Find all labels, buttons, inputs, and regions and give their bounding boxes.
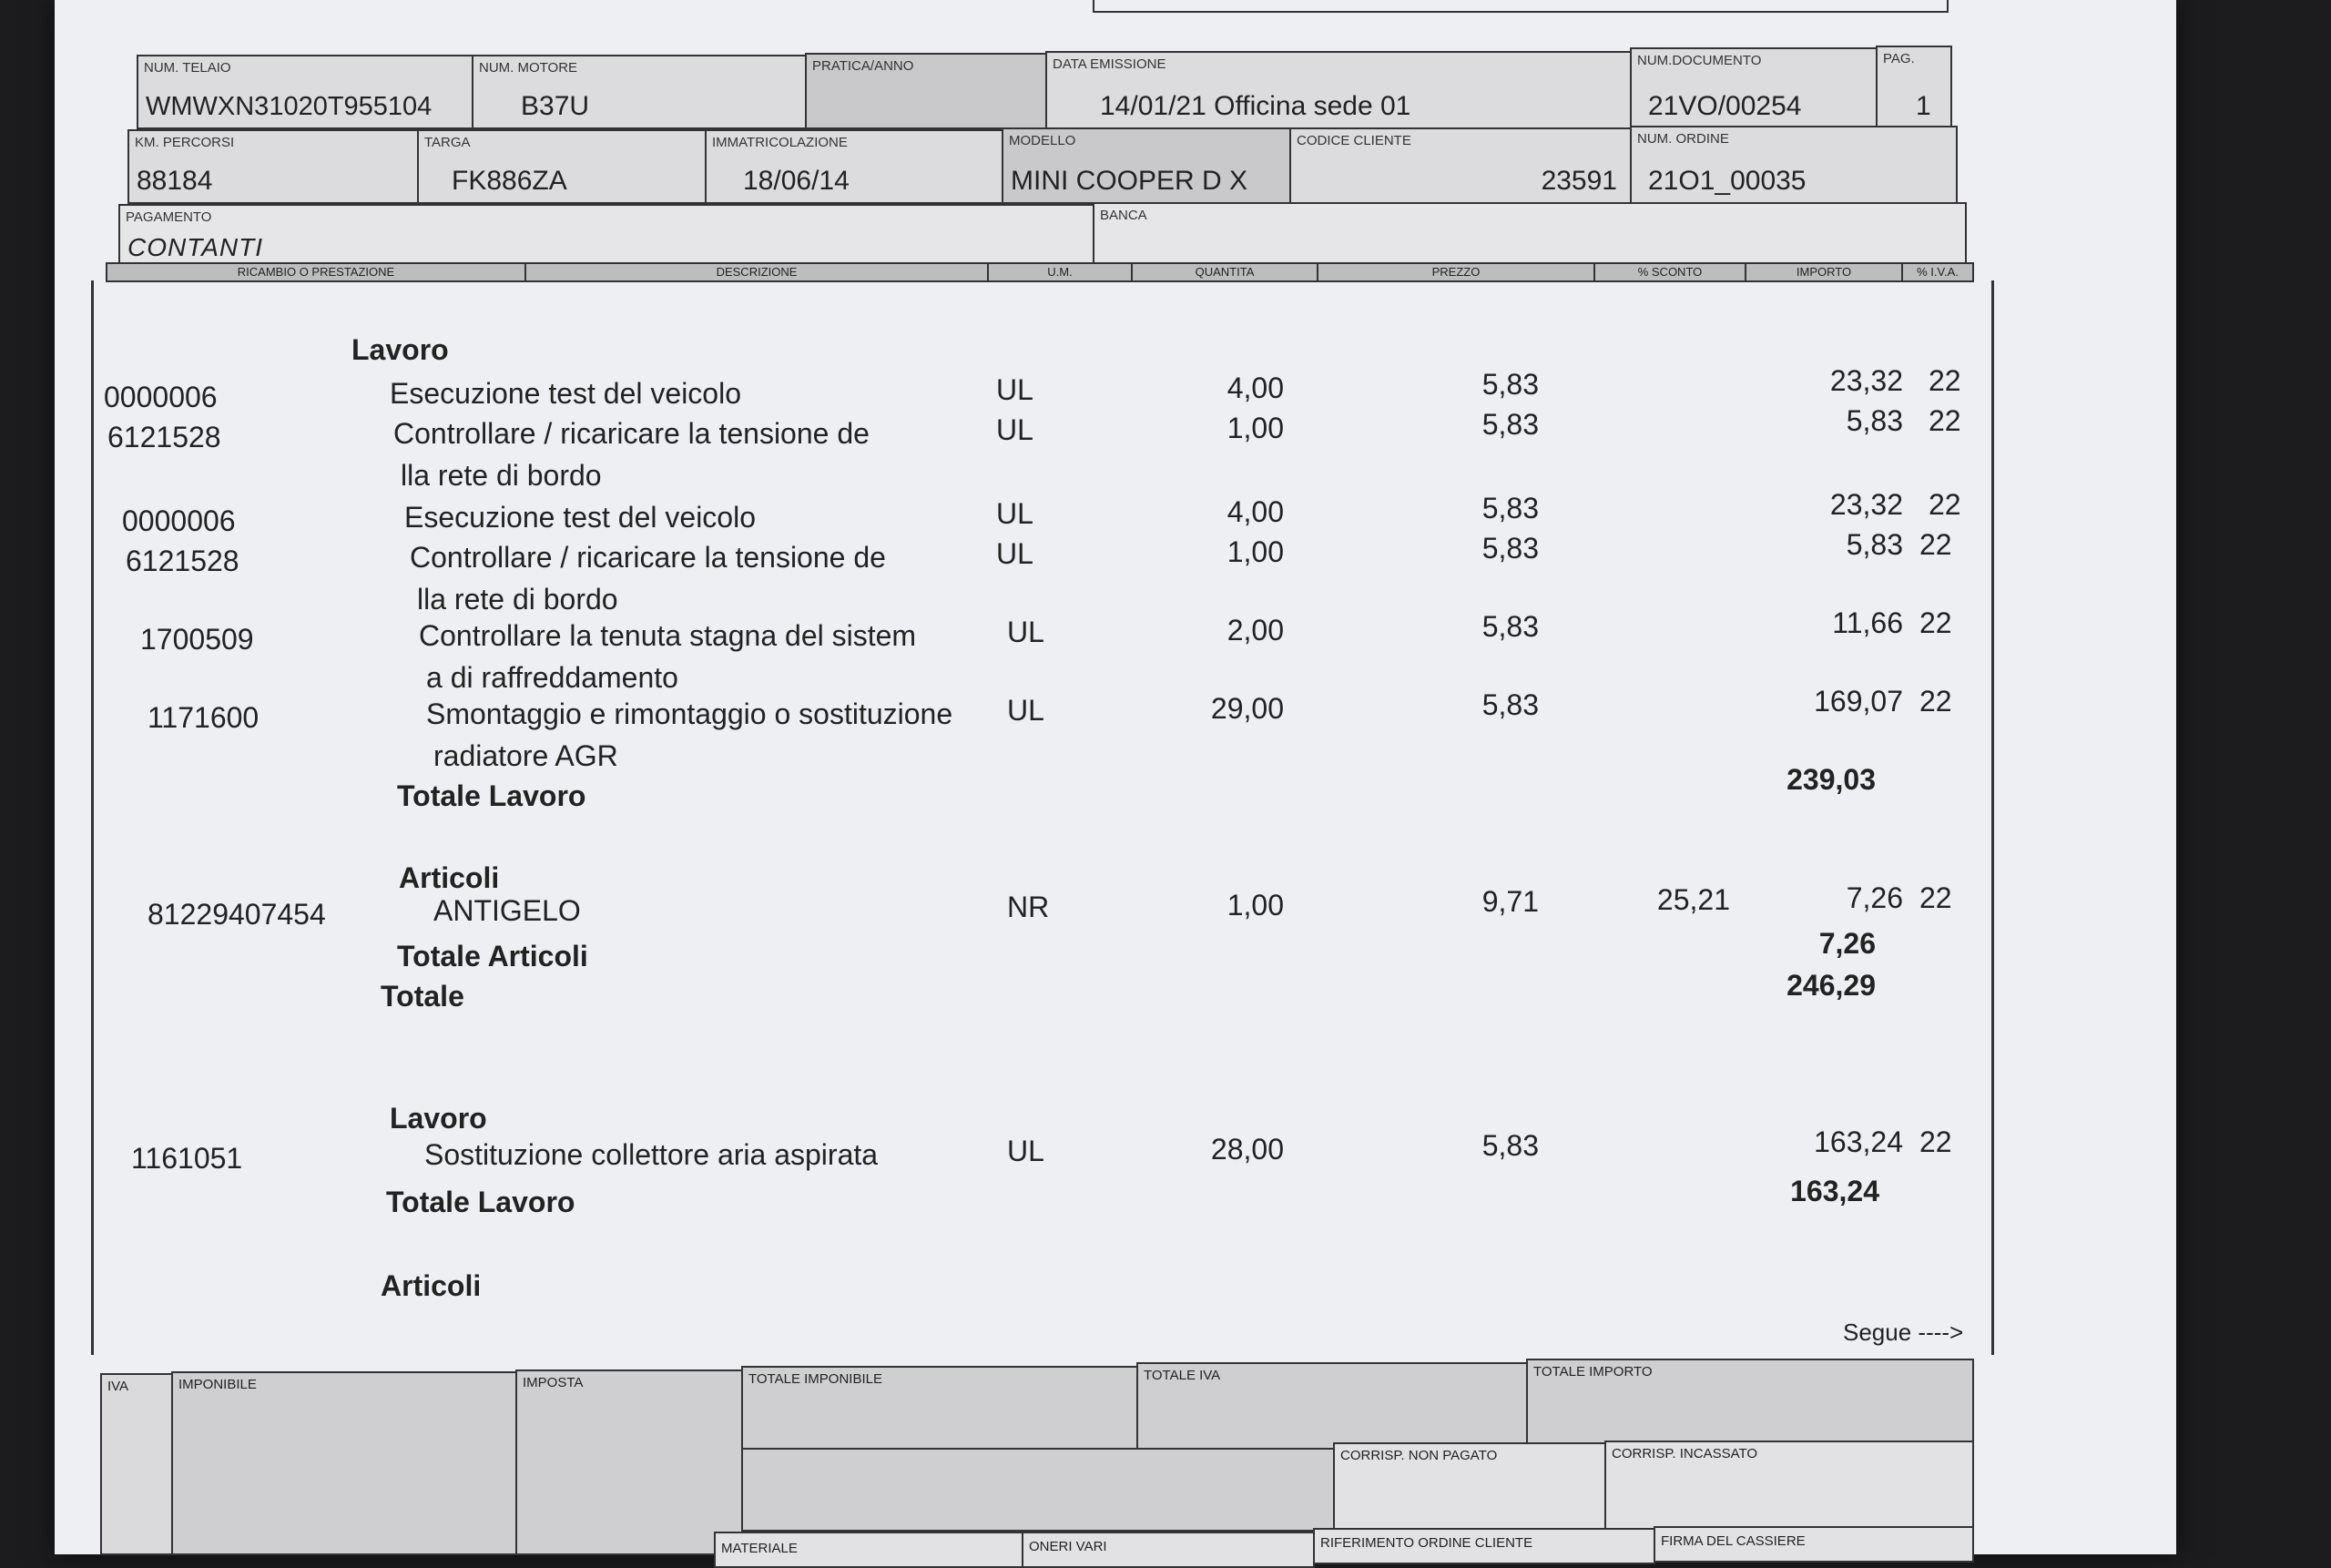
foot-oneri-vari-label: ONERI VARI <box>1029 1539 1107 1554</box>
section-lavoro-2: Lavoro <box>390 1102 487 1135</box>
value-pag: 1 <box>1916 91 1931 121</box>
foot-riferimento-ordine-label: RIFERIMENTO ORDINE CLIENTE <box>1320 1535 1533 1551</box>
label-banca: BANCA <box>1100 208 1147 223</box>
totale-lavoro-1-value: 239,03 <box>1786 763 1876 796</box>
cell-num-motore <box>472 55 807 129</box>
cell-num-ordine <box>1630 126 1958 204</box>
label-data-emissione: DATA EMISSIONE <box>1053 56 1166 72</box>
row-vat: 22 <box>1919 1125 1952 1158</box>
cell-num-telaio <box>137 55 473 129</box>
foot-corrisp-non-pagato-label: CORRISP. NON PAGATO <box>1340 1448 1498 1463</box>
row-code: 1161051 <box>131 1142 243 1175</box>
section-articoli-2: Articoli <box>381 1269 482 1302</box>
totale-label: Totale <box>381 980 464 1013</box>
label-km-percorsi: KM. PERCORSI <box>135 135 235 150</box>
row-amount: 23,32 <box>1829 488 1903 521</box>
label-num-documento: NUM.DOCUMENTO <box>1637 53 1762 68</box>
foot-totale-iva <box>1136 1362 1528 1450</box>
row-description: Esecuzione test del veicolo <box>390 377 741 410</box>
foot-imposta-label: IMPOSTA <box>523 1375 584 1390</box>
row-price: 5,83 <box>1481 408 1539 441</box>
row-um: UL <box>996 373 1033 406</box>
row-description: Smontaggio e rimontaggio o sostituzione <box>426 697 953 730</box>
label-codice-cliente: CODICE CLIENTE <box>1297 133 1411 148</box>
cell-targa <box>417 129 707 204</box>
row-quantity: 1,00 <box>1227 889 1284 921</box>
foot-imponibile <box>171 1371 517 1555</box>
cell-immatricolazione <box>705 129 1003 204</box>
value-modello: MINI COOPER D X <box>1011 166 1248 196</box>
value-data-emissione: 14/01/21 Officina sede 01 <box>1100 91 1411 121</box>
totale-value: 246,29 <box>1786 969 1876 1002</box>
totale-articoli-1-value: 7,26 <box>1818 927 1876 960</box>
foot-materiale <box>714 1532 1023 1568</box>
col-prezzo: PREZZO <box>1317 262 1595 282</box>
foot-totale-imponibile <box>741 1366 1138 1450</box>
foot-iva <box>100 1373 173 1555</box>
row-quantity: 28,00 <box>1210 1133 1284 1166</box>
row-code: 0000006 <box>104 381 218 413</box>
foot-imponibile-label: IMPONIBILE <box>178 1377 257 1392</box>
row-quantity: 4,00 <box>1227 372 1284 404</box>
value-targa: FK886ZA <box>452 166 567 196</box>
row-amount: 163,24 <box>1814 1125 1903 1158</box>
row-amount: 23,32 <box>1829 364 1903 397</box>
row-code: 1171600 <box>148 701 260 734</box>
foot-corrisp-incassato <box>1604 1441 1974 1532</box>
col-descrizione: DESCRIZIONE <box>524 262 989 282</box>
top-stub-box <box>1093 0 1949 13</box>
foot-totale-iva-label: TOTALE IVA <box>1144 1368 1221 1383</box>
col-sconto: % SCONTO <box>1593 262 1746 282</box>
label-num-motore: NUM. MOTORE <box>479 60 578 76</box>
row-um: UL <box>996 413 1033 446</box>
col-importo: IMPORTO <box>1745 262 1903 282</box>
foot-totale-importo-label: TOTALE IMPORTO <box>1533 1364 1653 1380</box>
label-pratica-anno: PRATICA/ANNO <box>812 58 914 74</box>
row-description: Sostituzione collettore aria aspirata <box>424 1138 879 1171</box>
label-pag: PAG. <box>1883 51 1915 66</box>
col-um: U.M. <box>987 262 1133 282</box>
foot-firma-cassiere <box>1654 1526 1974 1563</box>
cell-data-emissione <box>1045 51 1632 129</box>
foot-firma-cassiere-label: FIRMA DEL CASSIERE <box>1661 1533 1806 1549</box>
row-description-cont: lla rete di bordo <box>401 459 602 492</box>
value-num-motore: B37U <box>521 91 590 121</box>
section-lavoro-1: Lavoro <box>351 333 449 366</box>
totale-articoli-1-label: Totale Articoli <box>397 940 588 972</box>
row-amount: 11,66 <box>1832 606 1903 639</box>
foot-iva-label: IVA <box>107 1379 129 1394</box>
col-ricambio: RICAMBIO O PRESTAZIONE <box>106 262 526 282</box>
row-price: 5,83 <box>1481 492 1539 524</box>
cell-pratica-anno <box>805 53 1047 129</box>
totale-lavoro-2-value: 163,24 <box>1790 1175 1879 1207</box>
row-amount: 5,83 <box>1846 404 1903 437</box>
row-code: 6121528 <box>107 421 221 453</box>
row-amount: 5,83 <box>1846 528 1903 561</box>
row-price: 5,83 <box>1481 1129 1539 1162</box>
row-vat: 22 <box>1919 606 1952 639</box>
segue-note: Segue ----> <box>1843 1319 1964 1346</box>
row-quantity: 1,00 <box>1227 412 1284 444</box>
row-description: Controllare / ricaricare la tensione de <box>410 541 886 574</box>
cell-banca <box>1093 202 1967 266</box>
row-um: UL <box>1007 694 1044 727</box>
row-code: 1700509 <box>140 623 254 656</box>
foot-oneri-vari <box>1022 1532 1315 1568</box>
row-um: UL <box>1007 1135 1044 1167</box>
value-num-telaio: WMWXN31020T955104 <box>146 92 433 121</box>
row-vat: 22 <box>1919 881 1952 914</box>
row-description-cont: radiatore AGR <box>433 739 618 772</box>
row-price: 5,83 <box>1481 368 1539 401</box>
cell-pagamento <box>118 204 1094 270</box>
value-immatricolazione: 18/06/14 <box>743 166 850 196</box>
row-quantity: 1,00 <box>1227 535 1284 568</box>
foot-imposta <box>515 1369 743 1555</box>
row-um: NR <box>1007 891 1050 923</box>
label-targa: TARGA <box>424 135 471 150</box>
cell-modello <box>1002 127 1291 204</box>
row-code: 0000006 <box>122 504 236 537</box>
section-articoli-1: Articoli <box>399 861 500 894</box>
row-um: UL <box>1007 616 1044 648</box>
row-quantity: 29,00 <box>1210 692 1284 725</box>
foot-materiale-label: MATERIALE <box>721 1541 798 1556</box>
row-description: Esecuzione test del veicolo <box>404 501 756 534</box>
label-num-ordine: NUM. ORDINE <box>1637 131 1729 147</box>
row-price: 9,71 <box>1481 885 1539 918</box>
cell-km-percorsi <box>127 129 419 204</box>
row-vat: 22 <box>1929 404 1961 437</box>
foot-totale-imponibile-label: TOTALE IMPONIBILE <box>748 1371 882 1387</box>
row-description: ANTIGELO <box>433 894 581 927</box>
row-price: 5,83 <box>1481 688 1539 721</box>
row-quantity: 2,00 <box>1227 614 1284 647</box>
row-code: 6121528 <box>126 545 239 577</box>
row-code: 81229407454 <box>148 898 326 931</box>
row-quantity: 4,00 <box>1227 495 1284 528</box>
label-immatricolazione: IMMATRICOLAZIONE <box>712 135 848 150</box>
foot-corrisp-incassato-label: CORRISP. INCASSATO <box>1612 1446 1758 1461</box>
row-vat: 22 <box>1919 685 1952 718</box>
cell-codice-cliente <box>1289 127 1632 204</box>
foot-totale-importo <box>1526 1359 1974 1450</box>
cell-num-documento <box>1630 47 1878 129</box>
row-description-cont: a di raffreddamento <box>426 661 678 694</box>
row-description: Controllare la tenuta stagna del sistem <box>419 619 917 652</box>
col-iva: % I.V.A. <box>1901 262 1974 282</box>
row-price: 5,83 <box>1481 532 1539 565</box>
row-vat: 22 <box>1929 364 1961 397</box>
row-vat: 22 <box>1919 528 1952 561</box>
value-pagamento: CONTANTI <box>127 233 264 261</box>
row-description-cont: lla rete di bordo <box>417 583 618 616</box>
value-km-percorsi: 88184 <box>137 166 213 196</box>
totale-lavoro-2-label: Totale Lavoro <box>386 1186 575 1218</box>
label-pagamento: PAGAMENTO <box>126 209 212 225</box>
row-um: UL <box>996 497 1033 530</box>
value-num-documento: 21VO/00254 <box>1648 91 1802 121</box>
col-quantita: QUANTITA <box>1131 262 1318 282</box>
label-modello: MODELLO <box>1009 133 1076 148</box>
value-codice-cliente: 23591 <box>1541 166 1617 196</box>
row-description: Controllare / ricaricare la tensione de <box>393 417 870 450</box>
row-vat: 22 <box>1929 488 1961 521</box>
foot-blank-mid <box>741 1448 1335 1532</box>
cell-pag <box>1876 46 1952 129</box>
row-discount: 25,21 <box>1656 883 1730 916</box>
items-table-body <box>91 280 1994 1355</box>
value-num-ordine: 21O1_00035 <box>1648 166 1807 196</box>
row-um: UL <box>996 537 1033 570</box>
label-num-telaio: NUM. TELAIO <box>144 60 231 76</box>
foot-corrisp-non-pagato <box>1333 1442 1606 1532</box>
foot-riferimento-ordine <box>1313 1528 1655 1564</box>
row-amount: 169,07 <box>1814 685 1903 718</box>
row-amount: 7,26 <box>1846 881 1903 914</box>
row-price: 5,83 <box>1481 610 1539 643</box>
totale-lavoro-1-label: Totale Lavoro <box>397 779 586 812</box>
